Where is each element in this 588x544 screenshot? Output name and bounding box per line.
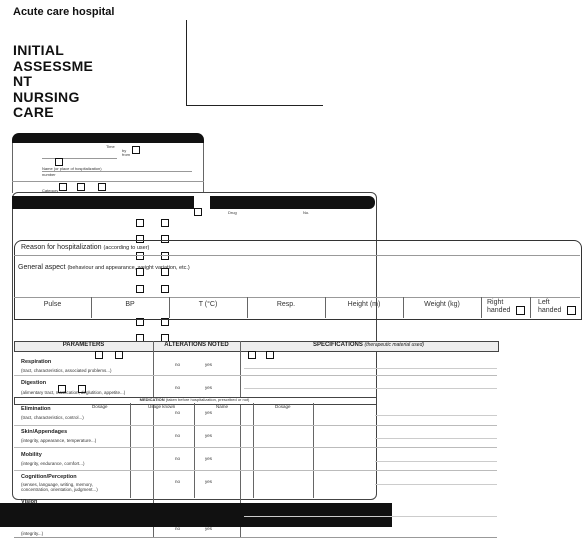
row-cognition-yes: yes (205, 479, 213, 484)
row-mobility-yes: yes (205, 456, 213, 461)
row-skin-yes: yes (205, 433, 213, 438)
patient-right-label: No. (303, 210, 310, 215)
col-specifications (240, 342, 497, 348)
reason-label (21, 244, 149, 251)
spec-line-5 (375, 461, 497, 462)
vitals-sep-6 (481, 297, 482, 318)
row-respiration-yes: yes (205, 362, 213, 367)
time-label: Time (106, 144, 115, 149)
patient-checkbox-a[interactable] (194, 208, 202, 216)
med-col-dosage-2: Dosage (275, 404, 291, 409)
row-skin-no: no (175, 433, 181, 438)
row-elimination-border (14, 425, 497, 426)
row-mobility-border (14, 470, 497, 471)
id-line-1 (42, 158, 117, 159)
hospital-name: Acute care hospital (13, 6, 115, 18)
id-checkbox-2[interactable] (59, 183, 67, 191)
number-line-label: number (42, 172, 56, 177)
id-line-3 (12, 181, 204, 182)
header-checkbox-2[interactable] (115, 351, 123, 359)
spec-line-7 (244, 516, 497, 517)
temp-label: T (°C) (198, 301, 218, 308)
title-line-1: INITIAL (13, 42, 65, 58)
patient-bar-left (12, 196, 194, 209)
medication-label (14, 397, 375, 402)
right-handed-checkbox[interactable] (516, 306, 525, 315)
medication-label-text: MEDICATION (139, 397, 165, 402)
spec-line-2 (244, 388, 497, 389)
col-checkbox-1b[interactable] (161, 219, 169, 227)
row-mobility-no: no (175, 456, 181, 461)
form-title (13, 43, 93, 121)
resp-label: Resp. (276, 301, 296, 308)
med-col-dosage-1: Dosage (92, 404, 108, 409)
row-respiration-no: no (175, 362, 181, 367)
col-specifications-label: SPECIFICATIONS (312, 342, 363, 348)
row-digestion-sub: (alimentary tract, mastication, deglutition, appetite...) (21, 390, 126, 395)
id-line-2 (42, 171, 192, 172)
bp-label: BP (125, 301, 135, 308)
col-specifications-note: (therapeutic material used) (364, 342, 425, 348)
reason-label-text: Reason for hospitalization (21, 244, 102, 251)
med-sep-4 (313, 403, 314, 498)
id-checkbox-1[interactable] (55, 158, 63, 166)
row-skin-title: Skin/Appendages (21, 429, 68, 435)
col-parameters: PARAMETERS (62, 342, 105, 348)
med-sep-1 (130, 403, 131, 498)
col-checkbox-1a[interactable] (136, 219, 144, 227)
id-checkbox-3[interactable] (77, 183, 85, 191)
title-line-5: CARE (13, 104, 54, 120)
med-col-name: Name (216, 404, 229, 409)
pulse-label: Pulse (43, 301, 62, 308)
general-label (18, 264, 190, 271)
general-label-text: General aspect (18, 264, 66, 271)
row-respiration-sub: (tract, characteristics, associated problems...) (21, 368, 112, 373)
row-vision-yes: yes (205, 526, 213, 531)
row-skin-border (14, 447, 497, 448)
med-col-usage: Usage known (148, 404, 176, 409)
header-checkbox-1[interactable] (95, 351, 103, 359)
bottom-bar (0, 503, 392, 527)
row-elimination-no: no (175, 410, 181, 415)
row-digestion-yes: yes (205, 385, 213, 390)
weight-label: Weight (kg) (424, 301, 460, 308)
address-label-area (186, 20, 323, 106)
title-line-3: NT (13, 73, 33, 89)
right-handed-label: Right handed (487, 299, 511, 314)
id-panel-right-border (203, 143, 204, 193)
vitals-top-border (14, 297, 580, 298)
row-elimination-yes: yes (205, 410, 213, 415)
row-cognition-no: no (175, 479, 181, 484)
row-digestion-no: no (175, 385, 181, 390)
id-checkbox-4[interactable] (98, 183, 106, 191)
col-alterations: ALTERATIONS NOTED (164, 342, 229, 348)
title-line-4: NURSING (13, 88, 80, 105)
left-handed-checkbox[interactable] (567, 306, 576, 315)
medication-note: (taken before hospitalization, prescribed or not) (165, 397, 250, 402)
general-note: (behaviour and appearance, weight variation, etc.) (67, 265, 190, 271)
height-label: Height (m) (347, 301, 381, 308)
med-sep-2 (194, 403, 195, 498)
row-mobility-sub: (integrity, endurance, comfort...) (21, 461, 85, 466)
category-label: Category (42, 188, 59, 193)
row-respiration-border (14, 375, 497, 376)
spec-line-6 (375, 484, 497, 485)
vitals-sep-7 (530, 297, 531, 318)
title-line-2: ASSESSME (13, 57, 94, 74)
row-cognition-title: Cognition/Perception (21, 474, 77, 480)
table-bottom-border (14, 537, 497, 538)
row-respiration-title: Respiration (21, 359, 52, 365)
header-checkbox-3[interactable] (248, 351, 256, 359)
left-handed-label: Left handed (538, 299, 562, 314)
patient-bar-right (210, 196, 375, 209)
reason-divider (14, 255, 580, 256)
spec-line-1 (244, 368, 497, 369)
row-vision-sub: (integrity...) (21, 531, 44, 536)
spec-line-4 (375, 438, 497, 439)
row-digestion-title: Digestion (21, 380, 47, 386)
row-mobility-title: Mobility (21, 452, 42, 458)
row-vision-no: no (175, 526, 181, 531)
id-panel-header (12, 133, 204, 143)
name-line-label: Name (or place of hospitalization) (42, 166, 102, 171)
med-sep-3 (253, 403, 254, 498)
id-panel-left-border (12, 143, 13, 193)
row-skin-sub: (integrity, appearance, temperature...) (21, 438, 97, 443)
time-checkbox[interactable] (132, 146, 140, 154)
header-checkbox-4[interactable] (266, 351, 274, 359)
reason-note: (according to user) (103, 245, 150, 251)
from-label: from (122, 152, 130, 157)
row-vision-title: Vision (21, 499, 38, 505)
spec-line-3 (375, 415, 497, 416)
by-label: by (122, 148, 127, 153)
patient-left-label: Drug (228, 210, 237, 215)
row-cognition-sub: (senses, language, writing, memory, concentration, orientation, judgment...) (21, 482, 98, 492)
row-elimination-title: Elimination (21, 406, 51, 412)
row-elimination-sub: (tract, characteristics, control...) (21, 415, 84, 420)
